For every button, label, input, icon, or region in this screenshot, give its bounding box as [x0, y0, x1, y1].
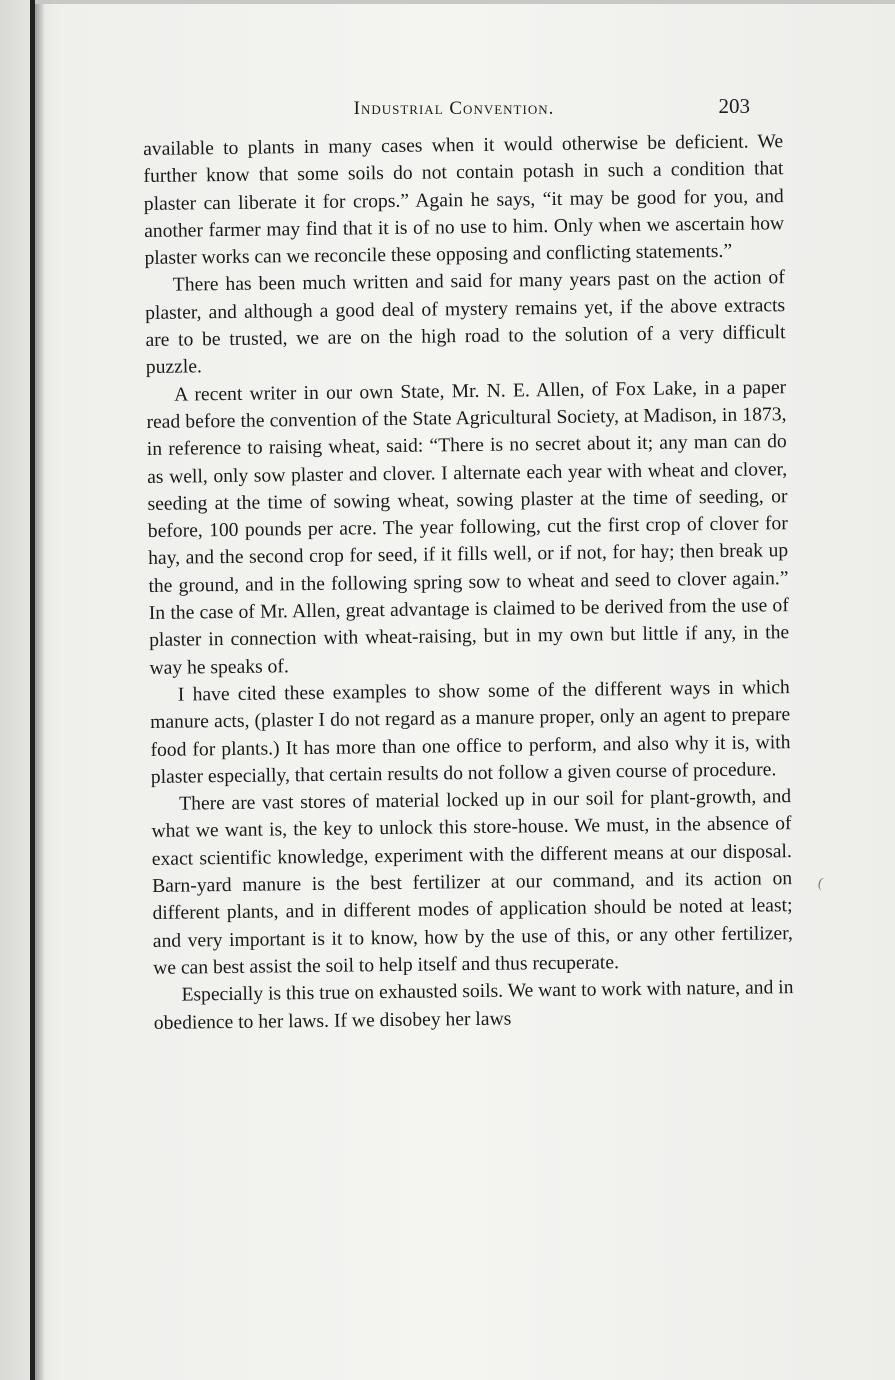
binding-shadow — [35, 0, 45, 1380]
paragraph-4: I have cited these examples to show some of the different ways in which manure acts, (plaster I do not regard as a manure proper, only an agent to prepare food for plants.) It has more than one office to perform, and also why it is, with plaster especially, that certain results do not follow a given course of procedure. — [150, 677, 791, 788]
running-head: Industrial Convention. — [353, 98, 555, 119]
top-edge-shadow — [35, 0, 895, 4]
body-text — [143, 128, 794, 1037]
page-header — [140, 94, 768, 128]
paragraph-6: Especially is this true on exhausted soils. We want to work with nature, and in obedience to her laws. If we disobey her laws — [153, 977, 794, 1034]
margin-mark: ( — [816, 875, 825, 892]
paragraph-2: There has been much written and said for many years past on the action of plaster, and although a good deal of mystery remains yet, if the above extracts are to be trusted, we are on the high road to the solution of a very difficult puzzle. — [145, 267, 786, 379]
paragraph-5: There are vast stores of material locked up in our soil for plant-growth, and what we want is, the key to unlock this store-house. We must, in the absence of exact scientific knowledge, experiment with the different means at our disposal. Barn-yard manure is the best fertilizer at our command, and its action on different plants, and in different modes of application should be noted at least; and very important is it to know, how by the use of this, or any other fertilizer, we can best assist the soil to help itself and thus recuperate. — [151, 786, 793, 979]
paragraph-1: available to plants in many cases when it would otherwise be deficient. We further know that some soils do not contain potash in such a condition that plaster can liberate it for crops.” Again he says, “it may be good for you, and another farmer may find that it is of no use to him. Only when we ascertain how plaster works can we reconcile these opposing and conflicting statements.” — [143, 131, 785, 270]
paragraph-3: A recent writer in our own State, Mr. N. E. Allen, of Fox Lake, in a paper read before the convention of the State Agricultural Society, at Madison, in 1873, in reference to raising wheat, said: “There is no secret about it; any man can do as well, only sow plaster and clover. I alternate each year with wheat and clover, seeding at the time of sowing wheat, sowing plaster at the time of seeding, or before, 100 pounds per acre. The year following, cut the first crop of clover for hay, and the second crop for seed, if it fills well, or if not, for hay; then break up the ground, and in the following spring sow to wheat and seed to clover again.” In the case of Mr. Allen, great advantage is claimed to be derived from the use of plaster in connection with wheat-raising, but in my own but little if any, in the way he speaks of. — [146, 376, 790, 679]
page-number: 203 — [718, 94, 750, 118]
